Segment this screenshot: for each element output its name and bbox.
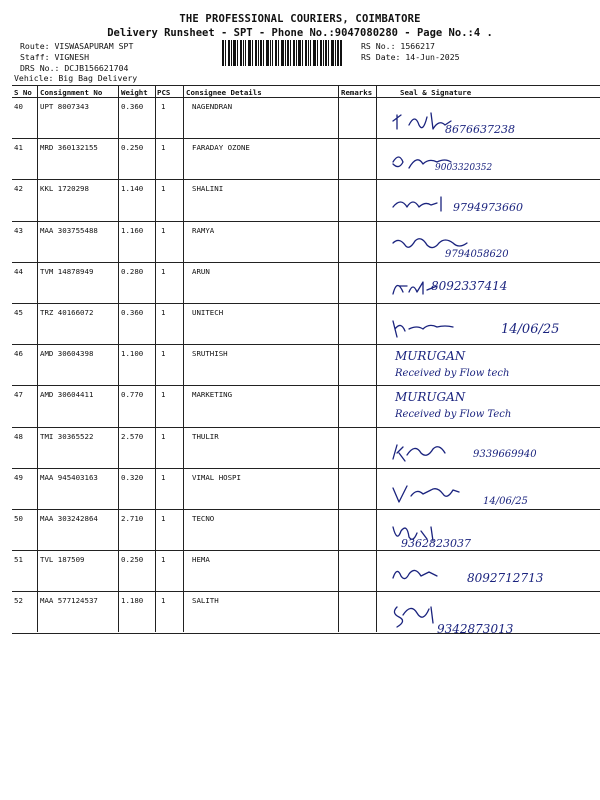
signature-scribble (393, 321, 453, 337)
row-consignment-no: MAA 303755488 (40, 225, 98, 235)
rs-no-label: RS No.: 1566217 (361, 41, 435, 51)
row-pcs: 1 (161, 225, 166, 235)
row-sno: 44 (14, 266, 23, 276)
row-consignee: RAMYA (192, 225, 215, 235)
signature-scribble (394, 607, 433, 627)
row-pcs: 1 (161, 555, 166, 565)
signature-note: 14/06/25 (483, 495, 528, 507)
signature-scribble (393, 238, 467, 247)
row-pcs: 1 (161, 143, 166, 153)
row-consignment-no: AMD 30604411 (40, 390, 94, 400)
row-sno: 51 (14, 555, 23, 565)
signature-scribble (393, 113, 451, 129)
row-weight: 1.140 (121, 184, 144, 194)
signature-4 (387, 223, 597, 263)
row-weight: 2.710 (121, 514, 144, 523)
row-sno: 50 (14, 514, 23, 523)
row-weight: 2.570 (121, 431, 144, 441)
table-top-border (12, 85, 600, 86)
row-pcs: 1 (161, 596, 166, 606)
company-title: THE PROFESSIONAL COURIERS, COIMBATORE (179, 13, 421, 25)
row-consignment-no: TRZ 40166072 (40, 308, 94, 317)
signature-received-note: Received by Flow tech (395, 368, 510, 380)
row-sno: 41 (14, 143, 23, 153)
row-weight: 0.360 (121, 102, 144, 111)
row-pcs: 1 (161, 390, 166, 400)
row-pcs: 1 (161, 514, 166, 523)
runsheet-title: Delivery Runsheet - SPT - Phone No.:9047080280 - Page No.:4 . (107, 27, 493, 39)
signature-8 (387, 387, 597, 427)
signature-2 (387, 140, 597, 180)
signature-scribble (393, 445, 445, 461)
row-consignee: SRUTHISH (192, 349, 228, 359)
row-consignment-no: MAA 303242864 (40, 514, 98, 523)
signature-scribble (393, 571, 437, 579)
signature-note: 8676637238 (445, 123, 515, 136)
row-consignee: ARUN (192, 266, 210, 276)
signature-note: 8092712713 (467, 571, 544, 586)
signature-11 (387, 511, 597, 551)
header-remarks: Remarks (341, 88, 373, 97)
row-pcs: 1 (161, 472, 166, 482)
row-consignment-no: MAA 577124537 (40, 596, 98, 606)
row-consignment-no: MAA 945403163 (40, 472, 98, 482)
table-header-border (12, 97, 600, 98)
signature-note: 9339669940 (473, 448, 537, 460)
row-consignee: HEMA (192, 555, 210, 565)
row-pcs: 1 (161, 308, 166, 317)
header-weight: Weight (121, 88, 148, 97)
staff-label: Staff: VIGNESH (20, 52, 90, 62)
row-sno: 49 (14, 472, 23, 482)
signature-note: 9342873013 (437, 622, 514, 637)
signature-note: 9362823037 (401, 537, 471, 550)
row-consignee: SALITH (192, 596, 219, 606)
row-pcs: 1 (161, 102, 166, 111)
row-consignee: UNITECH (192, 308, 224, 317)
row-sno: 40 (14, 102, 23, 111)
row-weight: 0.250 (121, 555, 144, 565)
barcode-icon (222, 40, 342, 66)
row-sno: 48 (14, 431, 23, 441)
row-sno: 46 (14, 349, 23, 359)
signature-7 (387, 346, 597, 386)
header-sno: S No (14, 88, 32, 97)
route-label: Route: VISWASAPURAM SPT (20, 41, 134, 51)
row-pcs: 1 (161, 349, 166, 359)
row-weight: 1.100 (121, 349, 144, 359)
signature-note: 9794058620 (445, 248, 509, 260)
signature-3 (387, 181, 597, 221)
signature-scribble (393, 197, 441, 211)
row-sno: 52 (14, 596, 23, 606)
row-consignment-no: TVL 187509 (40, 555, 85, 565)
header-pcs: PCS (157, 88, 171, 97)
signature-note: 9003320352 (435, 163, 493, 174)
row-consignment-no: TMI 30365522 (40, 431, 94, 441)
signature-1 (387, 99, 597, 139)
row-consignee: NAGENDRAN (192, 102, 233, 111)
header-consignment: Consignment No (40, 88, 103, 97)
signature-note: 9794973660 (453, 201, 523, 215)
row-consignee: FARADAY OZONE (192, 143, 250, 153)
row-consignment-no: MRD 360132155 (40, 143, 98, 153)
row-pcs: 1 (161, 266, 166, 276)
signature-10 (387, 470, 597, 510)
row-weight: 0.280 (121, 266, 144, 276)
row-consignee: MARKETING (192, 390, 233, 400)
row-weight: 0.770 (121, 390, 144, 400)
row-consignment-no: AMD 30604398 (40, 349, 94, 359)
row-weight: 1.160 (121, 225, 144, 235)
row-pcs: 1 (161, 184, 166, 194)
row-consignee: SHALINI (192, 184, 224, 194)
rs-date-label: RS Date: 14-Jun-2025 (361, 52, 460, 62)
row-consignee: VIMAL HOSPI (192, 472, 241, 482)
signature-12 (387, 552, 597, 592)
header-signature: Seal & Signature (400, 88, 472, 97)
row-weight: 0.250 (121, 143, 144, 153)
row-weight: 0.360 (121, 308, 144, 317)
row-pcs: 1 (161, 431, 166, 441)
row-sno: 43 (14, 225, 23, 235)
signature-note: 8092337414 (431, 278, 508, 293)
drs-label: DRS No.: DCJB156621704 (20, 63, 129, 73)
row-sno: 45 (14, 308, 23, 317)
signature-13 (387, 593, 597, 637)
vehicle-label: Vehicle: Big Bag Delivery (14, 73, 138, 83)
header-consignee: Consignee Details (186, 88, 262, 97)
signature-note: MURUGAN (395, 390, 466, 405)
row-weight: 0.320 (121, 472, 144, 482)
row-weight: 1.180 (121, 596, 144, 606)
signature-received-note: Received by Flow Tech (395, 409, 512, 421)
row-consignee: TECNO (192, 514, 215, 523)
signature-9 (387, 429, 597, 469)
row-sno: 42 (14, 184, 23, 194)
signature-note: MURUGAN (395, 349, 466, 364)
row-consignment-no: KKL 1720298 (40, 184, 89, 194)
signature-scribble (393, 486, 459, 502)
signature-6 (387, 305, 597, 345)
signature-5 (387, 264, 597, 304)
row-consignee: THULIR (192, 431, 219, 441)
row-consignment-no: TVM 14878949 (40, 266, 94, 276)
signature-note: 14/06/25 (501, 322, 560, 337)
row-consignment-no: UPT 8007343 (40, 102, 89, 111)
row-sno: 47 (14, 390, 23, 400)
